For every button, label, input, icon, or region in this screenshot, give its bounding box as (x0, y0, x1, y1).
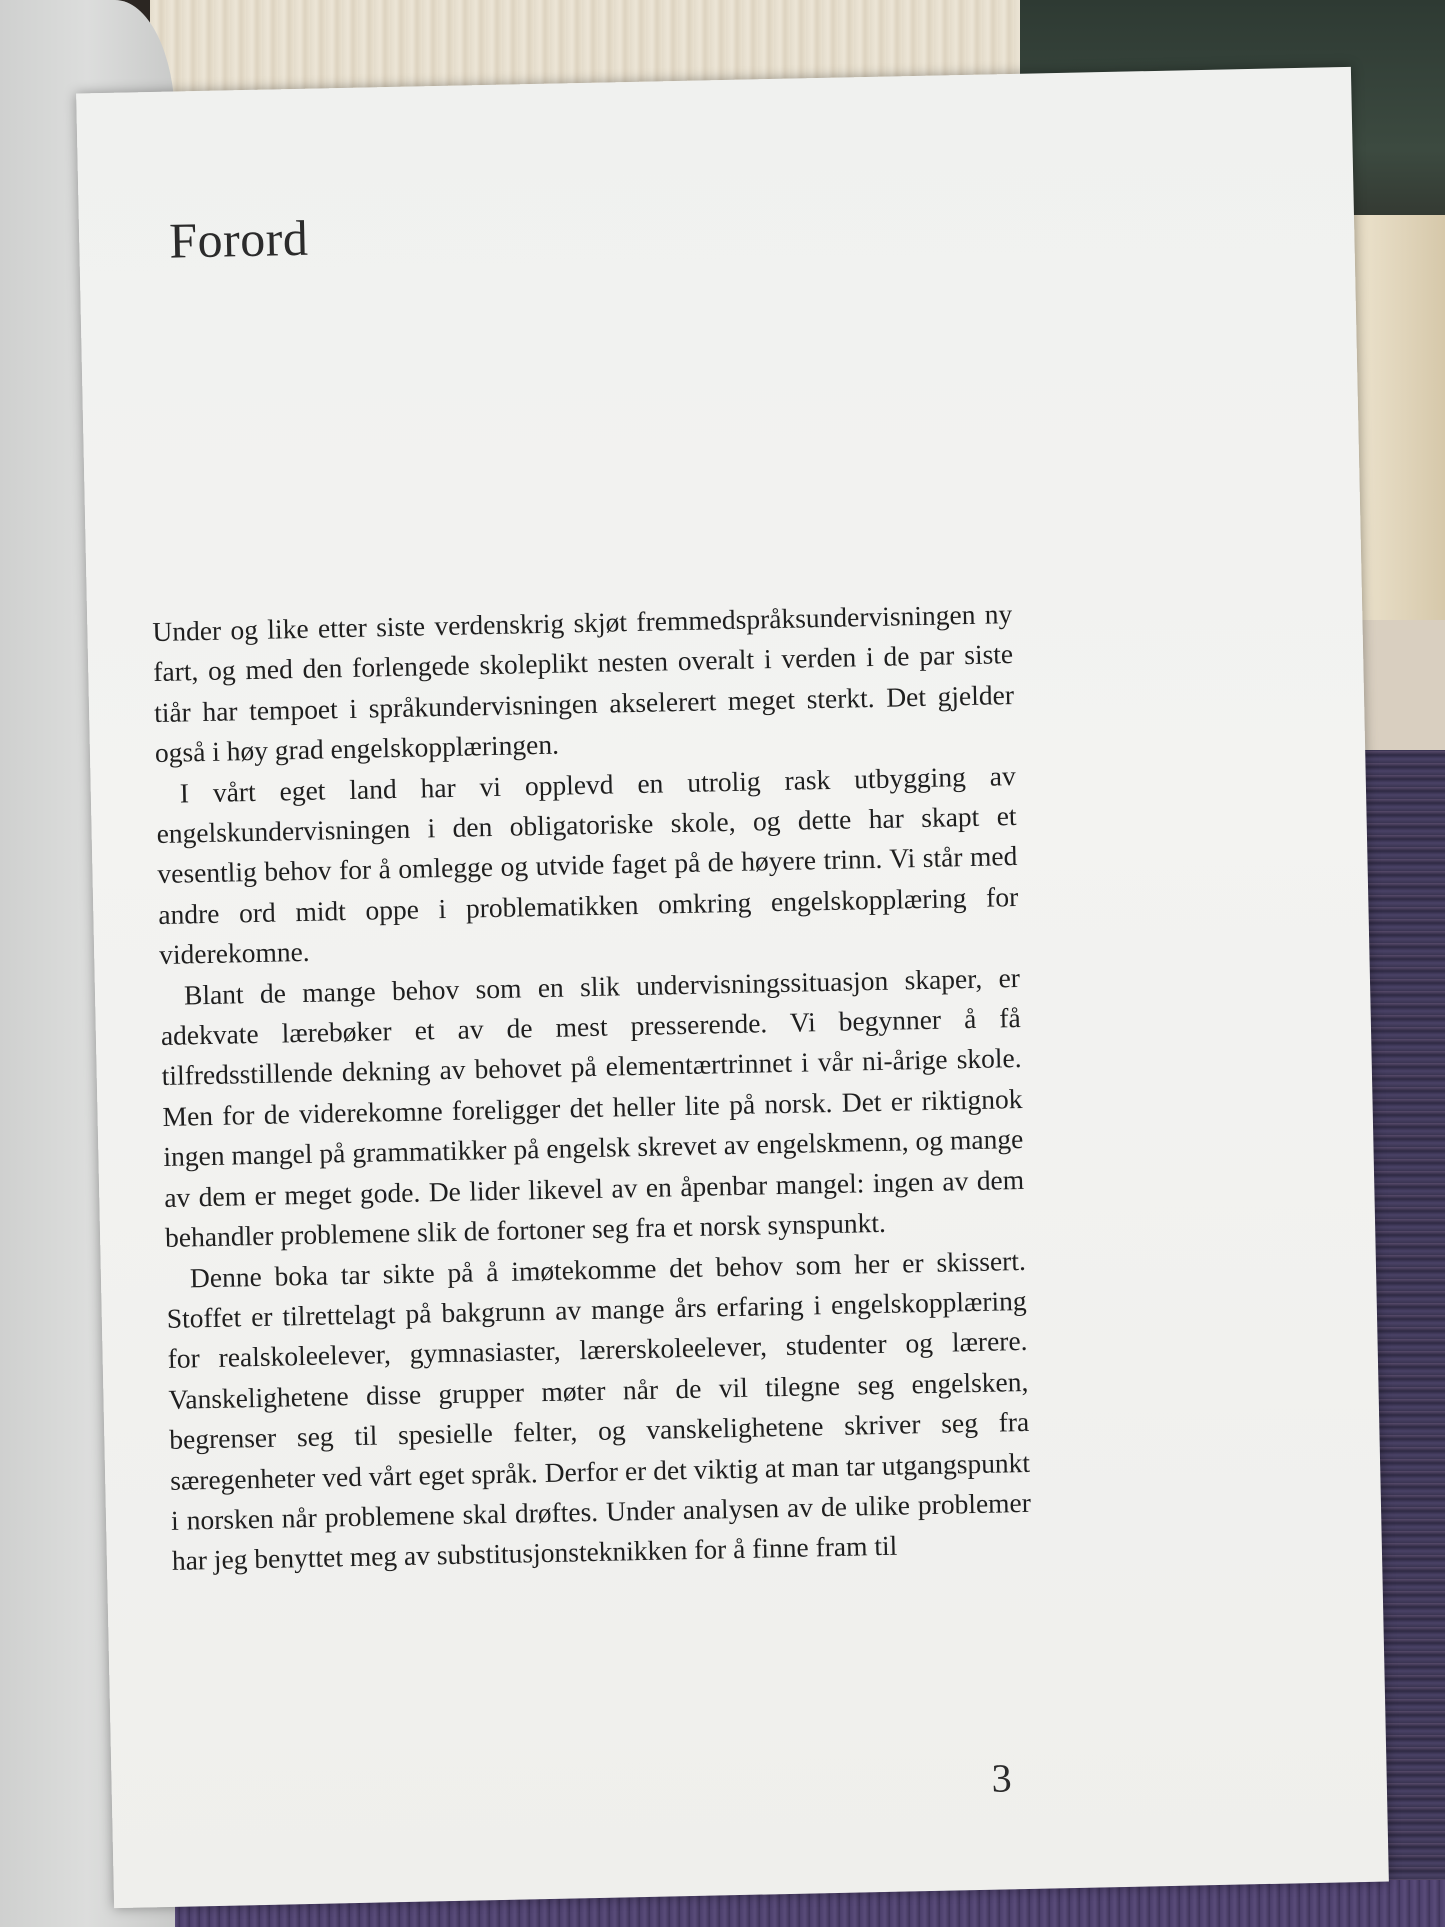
body-text (152, 594, 1032, 1582)
paragraph-1: Under og like etter siste verdenskrig skjøt fremmedspråksundervisningen ny fart, og med den forlengede skoleplikt nesten overalt i verden i de par siste tiår har tempoet i språkundervisningen akselerert meget sterkt. Det gjelder også i høy grad engelskopplæringen. (152, 598, 1015, 769)
page-title: Forord (168, 209, 309, 269)
paragraph-3: Blant de mange behov som en slik undervisningssituasjon skaper, er adekvate lærebøker et av de mest presserende. Vi begynner å få tilfredsstillende dekning av behovet på elementærtrinnet i vår ni-årige skole. Men for de viderekomne foreligger det heller lite på norsk. Det er riktignok ingen mangel på grammatikker på engelsk skrevet av engelskmenn, og mange av dem er meget gode. De lider likevel av en åpenbar mangel: ingen av dem behandler problemene slik de fortoner seg fra et norsk synspunkt. (160, 961, 1025, 1254)
page-number: 3 (991, 1755, 1013, 1801)
paragraph-2: I vårt eget land har vi opplevd en utrolig rask utbygging av engelskundervisningen i den obligatoriske skole, og dette har skapt et vesentlig behov for å omlegge og utvide faget på de høyere trinn. Vi står med andre ord midt oppe i problematikken omkring engelskopplæring for viderekomne. (156, 759, 1019, 971)
book-page (76, 67, 1389, 1908)
paragraph-4: Denne boka tar sikte på å imøtekomme det behov som her er skissert. Stoffet er tilrettelagt på bakgrunn av mange års erfaring i engelskopplæring for realskoleelever, gymnasiaster, lærerskoleelever, studenter og lærere. Vanskelighetene disse grupper møter når de vil tilegne seg engelsken, begrenser seg til spesielle felter, og vanskelighetene skriver seg fra særegenheter ved vårt eget språk. Derfor er det viktig at man tar utgangspunkt i norsken når problemene skal drøftes. Under analysen av de ulike problemer har jeg benyttet meg av substitusjonsteknikken for å finne fram til (166, 1244, 1032, 1577)
